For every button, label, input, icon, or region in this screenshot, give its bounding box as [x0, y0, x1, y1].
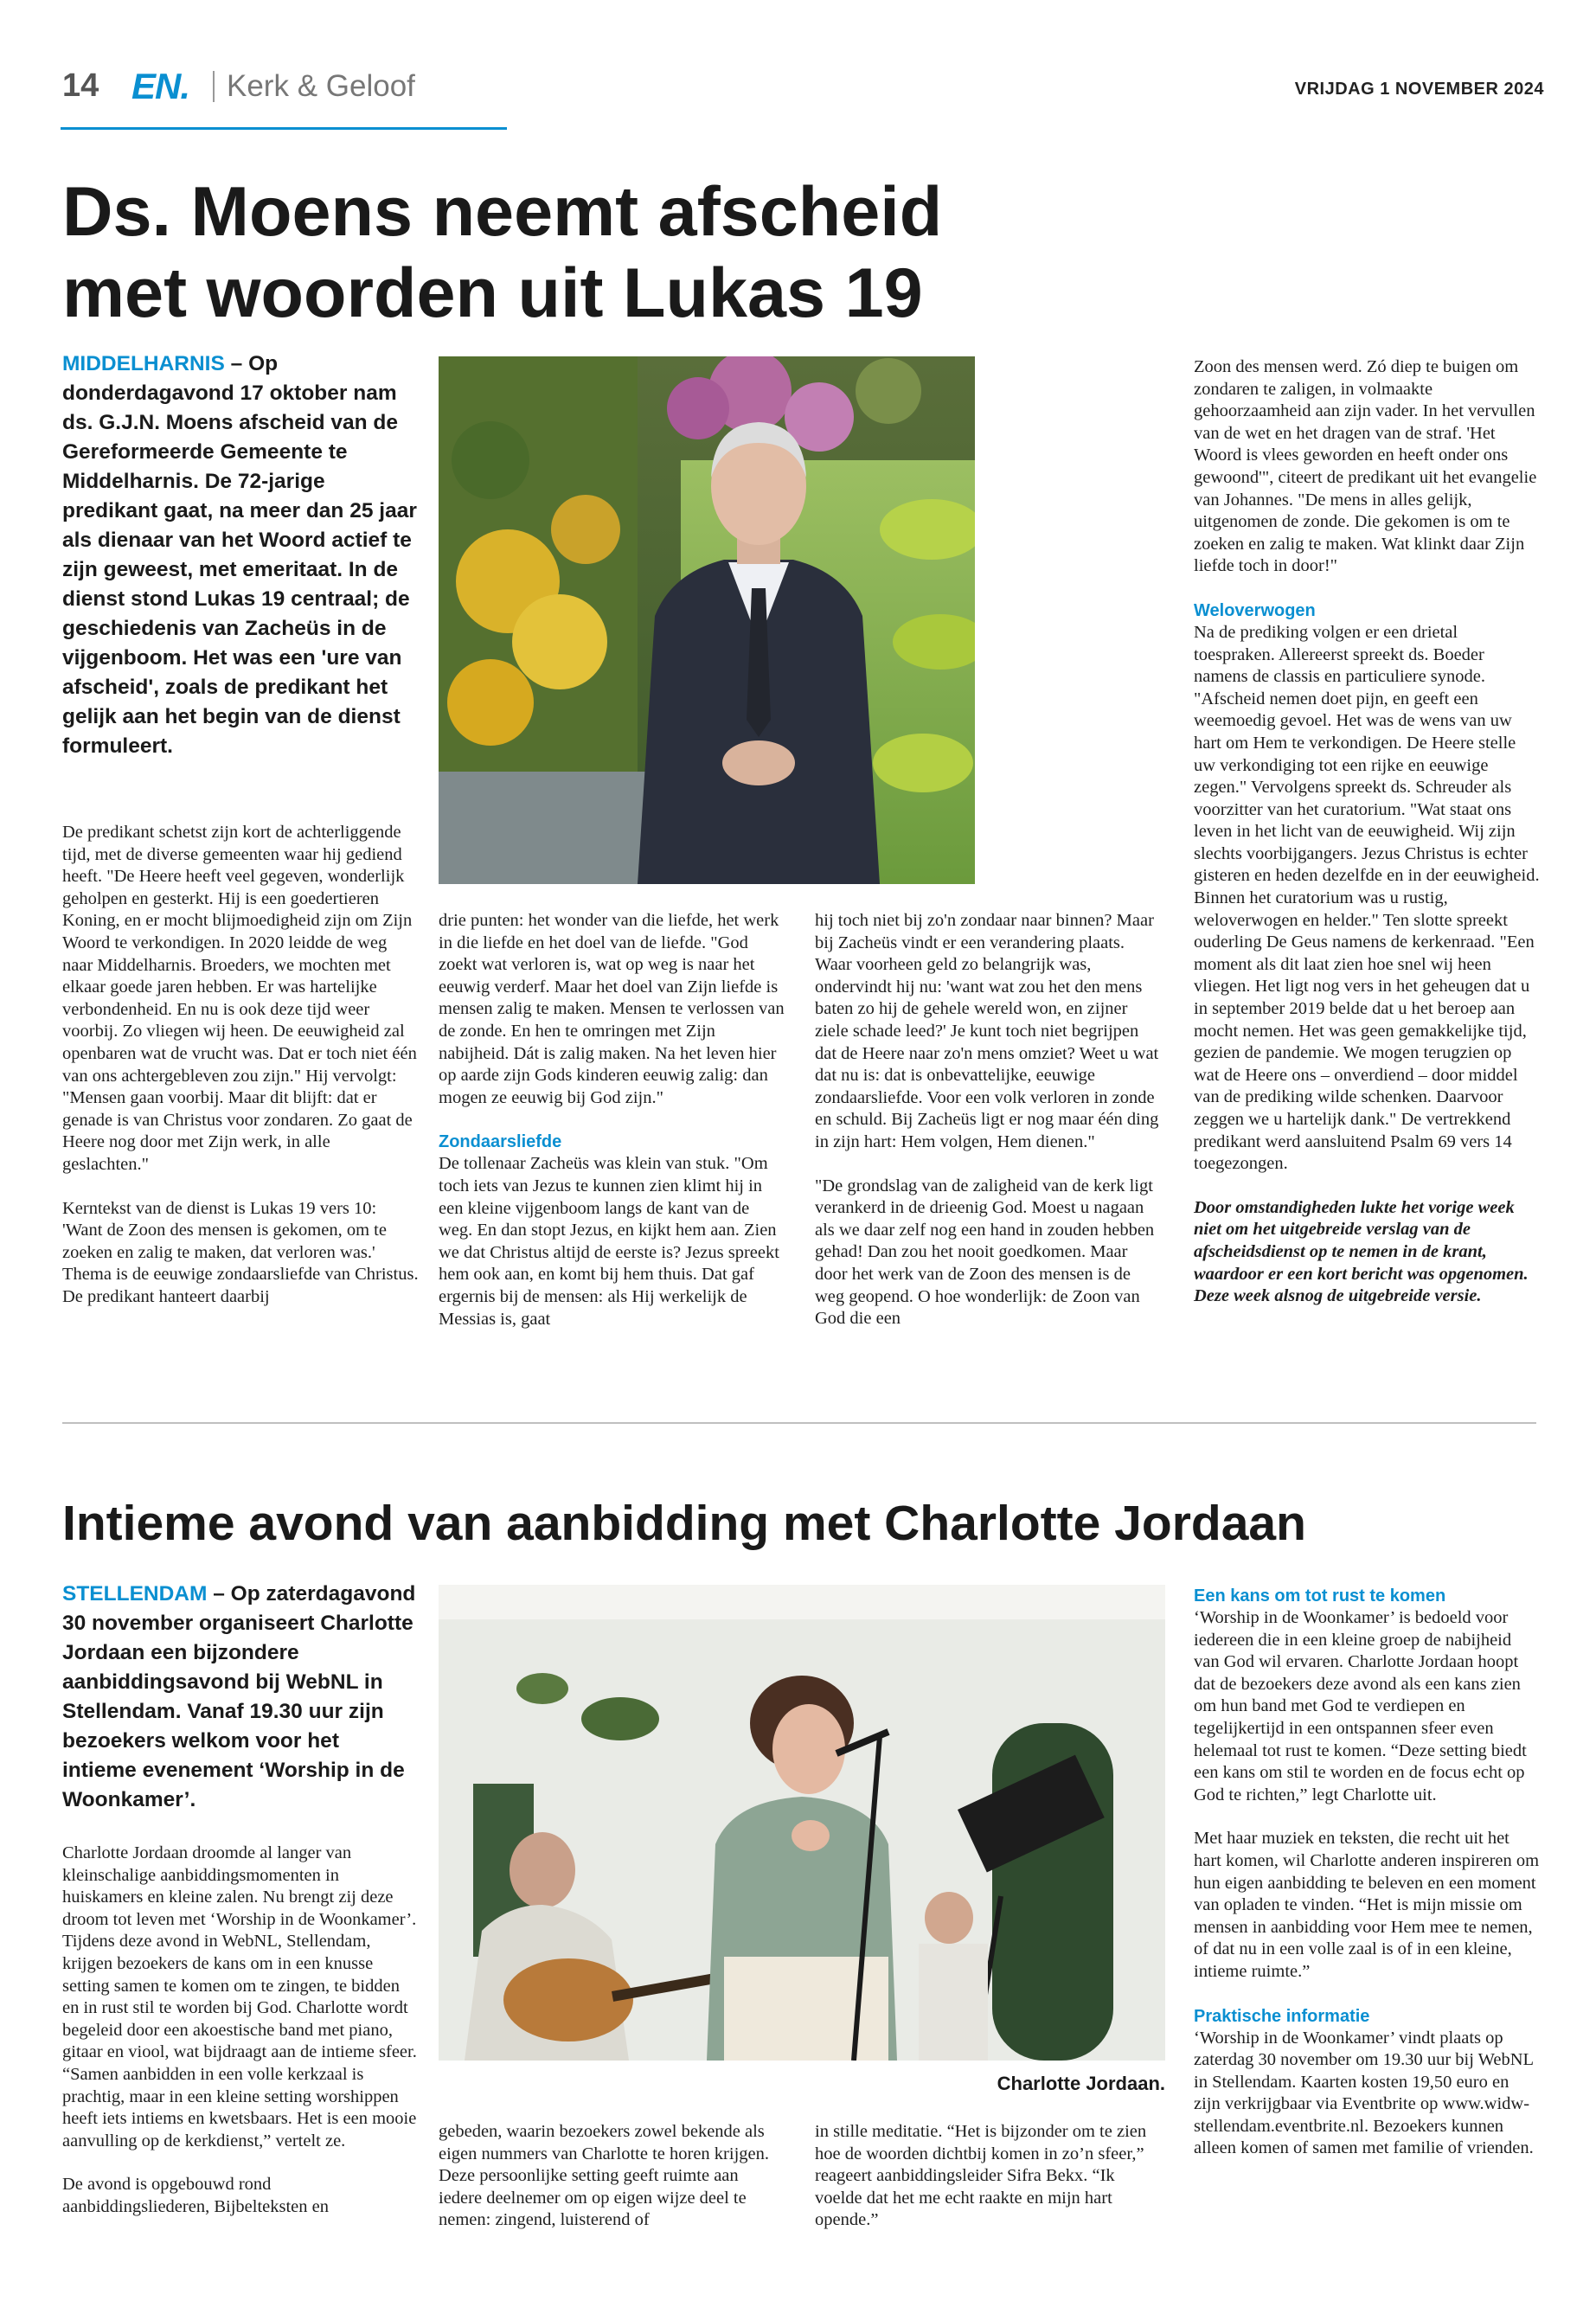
- subheading-zondaarsliefde: Zondaarsliefde: [439, 1132, 562, 1152]
- editorial-note: Door omstandigheden lukte het vorige week niet om het uitgebreide verslag van de afscheidsdienst op te nemen in de krant, waardoor er een kort bericht was opgenomen. Deze week alsnog de uitgebreide versie.: [1194, 1197, 1529, 1306]
- article2-headline: Intieme avond van aanbidding met Charlotte Jordaan: [62, 1496, 1306, 1551]
- header-separator: [213, 71, 215, 102]
- article1-column-3: [815, 910, 1161, 1352]
- lead-text: – Op zaterdagavond 30 november organiseert Charlotte Jordaan een bijzondere aanbiddingsavond bij WebNL in Stellendam. Vanaf 19.30 uur zijn bezoekers welkom voor het intieme evenement ‘Worship in de Woonkamer’.: [62, 1582, 416, 1811]
- paragraph: in stille meditatie. “Het is bijzonder om te zien hoe de woorden dichtbij komen in zo’n sfeer,” reageert aanbiddingsleider Sifra Bekx. “Ik voelde dat het me echt raakte en mijn hart opende.”: [815, 2122, 1147, 2230]
- portrait-photo: [439, 356, 975, 884]
- article2-column-3: [815, 2121, 1161, 2253]
- subheading-weloverwogen: Weloverwogen: [1194, 600, 1316, 620]
- article2-lead: [62, 1580, 417, 1815]
- headline-line-2: met woorden uit Lukas 19: [62, 254, 923, 332]
- paragraph: Na de prediking volgen er een drietal toespraken. Allereerst spreekt ds. Boeder namens de classis en particuliere synode. "Afscheid nemen doet pijn, en geeft een weemoedig gevoel. Het was de wens van uw hart om Hem te verkondigen. De Heere stelle uw verkondiging tot een rijke en eeuwige zegen." Vervolgens spreekt ds. Schreuder als voorzitter van het curatorium. "Wat staat ons leven in het licht van de eeuwigheid. Wij zijn slechts voorbijgangers. Jezus Christus is echter gisteren en heden dezelfde en in der eeuwigheid. Binnen het curatorium was u rustig, weloverwogen en helder." Ten slotte spreekt ouderling De Geus namens de kerkenraad. "Een moment als dit laat zien hoe snel wij heen vliegen. Het ligt nog vers in het geheugen dat u in september 2019 belde dat u het beroep aan mocht nemen. Het was geen gemakkelijke tijd, gezien de pandemie. We mogen terugzien op wat de Heere ons – onverdiend – door middel van de prediking wilde schenken. Daarvoor zeggen we u hartelijk dank." De vertrekkend predikant werd aansluitend Psalm 69 vers 14 toegezongen.: [1194, 622, 1540, 1174]
- newspaper-logo: EN.: [131, 66, 190, 106]
- lead-text: – Op donderdagavond 17 oktober nam ds. G.J.N. Moens afscheid van de Gereformeerde Gemeente te Middelharnis. De 72-jarige predikant gaat, na meer dan 25 jaar als dienaar van het Woord actief te zijn geweest, met emeritaat. In de dienst stond Lukas 19 centraal; de geschiedenis van Zacheüs in de vijgenboom. Het was een 'ure van afscheid', zoals de predikant het gelijk aan het begin van de dienst formuleert.: [62, 352, 417, 758]
- article-divider: [62, 1422, 1536, 1424]
- article1-column-2: [439, 910, 785, 1352]
- paragraph: "De grondslag van de zaligheid van de kerk ligt verankerd in de drieenig God. Moest u nagaan als we daar zelf nog een hand in zouden hebben gehad! Dan zou het nooit goedkomen. Maar door het werk van de Zoon des mensen is de weg geopend. O hoe wonderlijk: de Zoon van God die een: [815, 1176, 1155, 1329]
- paragraph: ‘Worship in de Woonkamer’ is bedoeld voor iedereen die in een kleine groep de nabijheid van God wil ervaren. Charlotte Jordaan hoopt dat de bezoekers deze avond als een kans zien om hun band met God te verdiepen en tegelijkertijd in een ontspannen sfeer even helemaal tot rust te komen. “Deze setting biedt een kans om stil te worden en de focus echt op God te richten,” legt Charlotte uit.: [1194, 1608, 1527, 1804]
- section-title: Kerk & Geloof: [227, 69, 415, 103]
- article1-headline: [62, 171, 1187, 334]
- paragraph: Charlotte Jordaan droomde al langer van kleinschalige aanbiddingsmomenten in huiskamers en kleine zalen. Nu brengt zij deze droom tot leven met ‘Worship in de Woonkamer’. Tijdens deze avond in WebNL, Stellendam, krijgen bezoekers de kans om in een knusse setting samen te komen om te zingen, te bidden en in rust stil te worden bij God. Charlotte wordt begeleid door een akoestische band met piano, gitaar en viool, wat bijdraagt aan de intieme sfeer. “Samen aanbidden in een volle kerkzaal is prachtig, maar in een kleine setting worshippen heeft iets intiems en kwetsbaars. Het is een mooie aanvulling op de kerkdienst,” vertelt ze.: [62, 1843, 417, 2150]
- dateline-location: MIDDELHARNIS: [62, 352, 225, 375]
- paragraph: drie punten: het wonder van die liefde, het werk in die liefde en het doel van de liefde. "God zoekt wat verloren is, wat op weg is naar het eeuwig verderf. Maar het doel van Zijn liefde is mensen zalig te maken. Mensen te verlossen van de zonde. En hen te omringen met Zijn nabijheid. Dát is zalig maken. Na het leven hier op aarde zijn Gods kinderen eeuwig zalig: dan mogen ze eeuwig bij God zijn.": [439, 911, 785, 1107]
- article1-column-1: [62, 822, 419, 1330]
- article1-column-4: [1194, 356, 1540, 1330]
- headline-line-1: Ds. Moens neemt afscheid: [62, 173, 943, 251]
- paragraph: gebeden, waarin bezoekers zowel bekende als eigen nummers van Charlotte te horen krijgen. Deze persoonlijke setting geeft ruimte aan iedere deelnemer om op eigen wijze deel te nemen: zingend, luisterend of: [439, 2122, 769, 2230]
- paragraph: ‘Worship in de Woonkamer’ vindt plaats op zaterdag 30 november om 19.30 uur bij WebNL in Stellendam. Kaarten kosten 19,50 euro en zijn verkrijgbaar via Eventbrite op www.widw-stellendam.eventbrite.nl. Bezoekers kunnen alleen komen of samen met familie of vrienden.: [1194, 2028, 1534, 2158]
- issue-date: VRIJDAG 1 NOVEMBER 2024: [1294, 80, 1544, 99]
- paragraph: De predikant schetst zijn kort de achterliggende tijd, met de diverse gemeenten waar hij gediend heeft. "De Heere heeft veel gegeven, wonderlijk geholpen en gesterkt. Hij is een goedertieren Koning, en er mocht blijmoedigheid zijn om Zijn Woord te verkondigen. In 2020 leidde de weg naar Middelharnis. Broeders, we mochten met elkaar goede jaren hebben. Er was hartelijke verbondenheid. En nu is ook deze tijd weer voorbij. Zo vliegen wij heen. De eeuwigheid zal openbaren wat de vrucht was. Dat er toch niet één van ons achtergebleven zou zijn." Hij vervolgt: "Mensen gaan voorbij. Maar dit blijft: dat er genade is van Christus voor zondaren. Zo gaat de Heere nog door met Zijn werk, in alle geslachten.": [62, 823, 417, 1174]
- concert-photo: [439, 1585, 1165, 2061]
- article2-column-4: [1194, 1585, 1540, 2182]
- paragraph: hij toch niet bij zo'n zondaar naar binnen? Maar bij Zacheüs vindt er een verandering plaats. Waar voorheen geld zo belangrijk was, ondervindt hij nu: 'want wat zou het den mens baten zo hij de gehele wereld won, en zijner ziele schade leed?' Je kunt toch niet begrijpen dat de Heere naar zo'n mens omziet? Weet u wat dat nu is: dat is onbevattelijke, eeuwige zondaarsliefde. Voor een volk verloren in zonde en schuld. Bij Zacheüs ligt er nog maar één ding in zijn hart: Hem volgen, Hem dienen.": [815, 911, 1159, 1151]
- subheading-rust: Een kans om tot rust te komen: [1194, 1586, 1446, 1606]
- article1-lead: [62, 349, 417, 761]
- header-rule: [61, 127, 507, 130]
- paragraph: Zoon des mensen werd. Zó diep te buigen om zondaren te zaligen, in volmaakte gehoorzaamheid aan zijn vader. In het vervullen van de wet en het dragen van de straf. 'Het Woord is vlees geworden en heeft onder ons gewoond'", citeert de predikant uit het evangelie van Johannes. "De mens in alles gelijk, uitgenomen de zonde. Die gekomen is om te zoeken en zalig te maken. Wat klinkt daar Zijn liefde toch in door!": [1194, 357, 1537, 576]
- page-number: 14: [62, 67, 99, 104]
- paragraph: De tollenaar Zacheüs was klein van stuk. "Om toch iets van Jezus te kunnen zien klimt hij in een kleine vijgenboom langs de kant van de weg. En dan stopt Jezus, en kijkt hem aan. Zien we dat Christus altijd de eerste is? Jezus spreekt hem ook aan, en komt bij hem thuis. Dat gaf ergernis bij de mensen: als Hij werkelijk de Messias is, gaat: [439, 1154, 779, 1329]
- article2-column-1: [62, 1843, 419, 2240]
- dateline-location: STELLENDAM: [62, 1582, 208, 1606]
- paragraph: Kerntekst van de dienst is Lukas 19 vers 10: 'Want de Zoon des mensen is gekomen, om te zoeken en zalig te maken, dat verloren was.' Thema is de eeuwige zondaarsliefde van Christus. De predikant hanteert daarbij: [62, 1198, 419, 1306]
- subheading-praktische-informatie: Praktische informatie: [1194, 2006, 1370, 2026]
- photo-caption: Charlotte Jordaan.: [997, 2073, 1165, 2094]
- paragraph: Met haar muziek en teksten, die recht uit het hart komen, wil Charlotte anderen inspireren om hun eigen aanbidding te beleven en een moment van opladen te vinden. “Het is mijn missie om mensen in aanbidding voor Hem mee te nemen, of dat nu in een volle zaal is of in een kleine, intieme ruimte.”: [1194, 1829, 1540, 1981]
- paragraph: De avond is opgebouwd rond aanbiddingsliederen, Bijbelteksten en: [62, 2175, 329, 2216]
- article2-column-2: [439, 2121, 785, 2253]
